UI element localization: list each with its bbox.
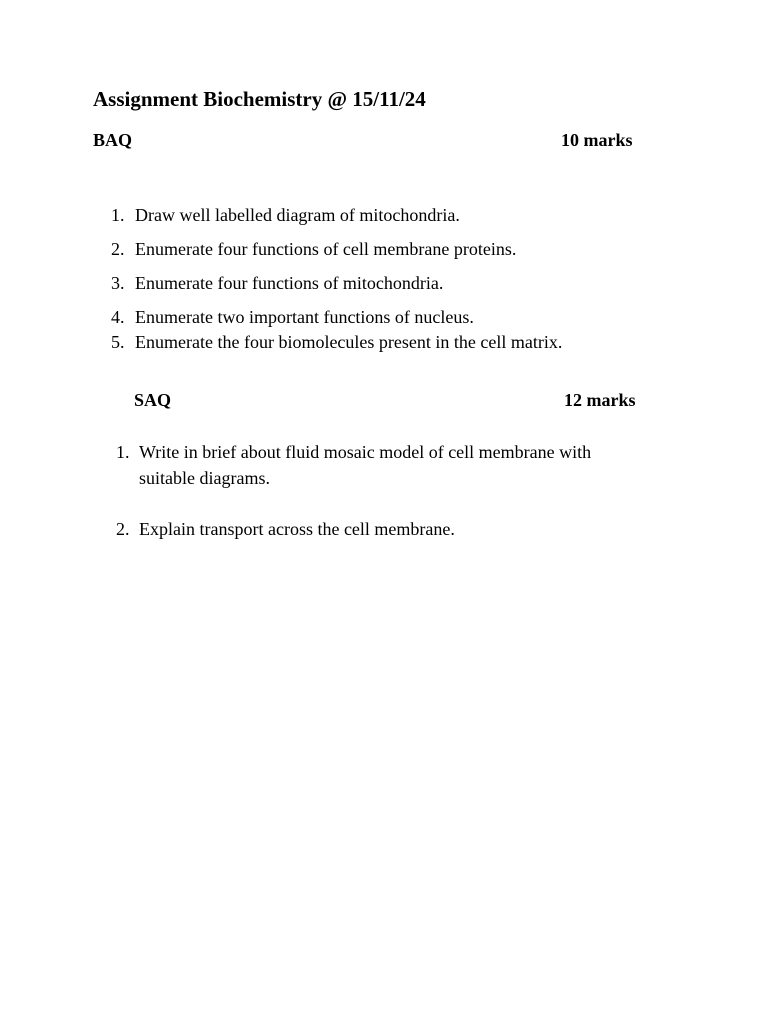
saq-marks: 12 marks	[564, 390, 636, 410]
question-text: Enumerate four functions of cell membrane proteins.	[135, 239, 517, 259]
question-number: 1.	[116, 442, 130, 462]
question-number: 2.	[111, 239, 125, 259]
question-text: Enumerate four functions of mitochondria.	[135, 273, 444, 293]
question-number: 2.	[116, 519, 130, 539]
baq-marks: 10 marks	[561, 130, 633, 150]
question-number: 4.	[111, 307, 125, 327]
question-number: 3.	[111, 273, 125, 293]
question-text-line-2: suitable diagrams.	[139, 468, 270, 488]
question-number: 5.	[111, 332, 125, 352]
baq-heading: BAQ	[93, 130, 133, 150]
question-text-line-1: Write in brief about fluid mosaic model of cell membrane with	[139, 442, 592, 462]
question-text: Enumerate two important functions of nucleus.	[135, 307, 474, 327]
question-number: 1.	[111, 205, 125, 225]
question-text: Enumerate the four biomolecules present in the cell matrix.	[135, 332, 563, 352]
saq-heading: SAQ	[134, 390, 172, 410]
assignment-title: Assignment Biochemistry @ 15/11/24	[93, 87, 426, 111]
question-text: Draw well labelled diagram of mitochondria.	[135, 205, 460, 225]
question-text: Explain transport across the cell membrane.	[139, 519, 455, 539]
